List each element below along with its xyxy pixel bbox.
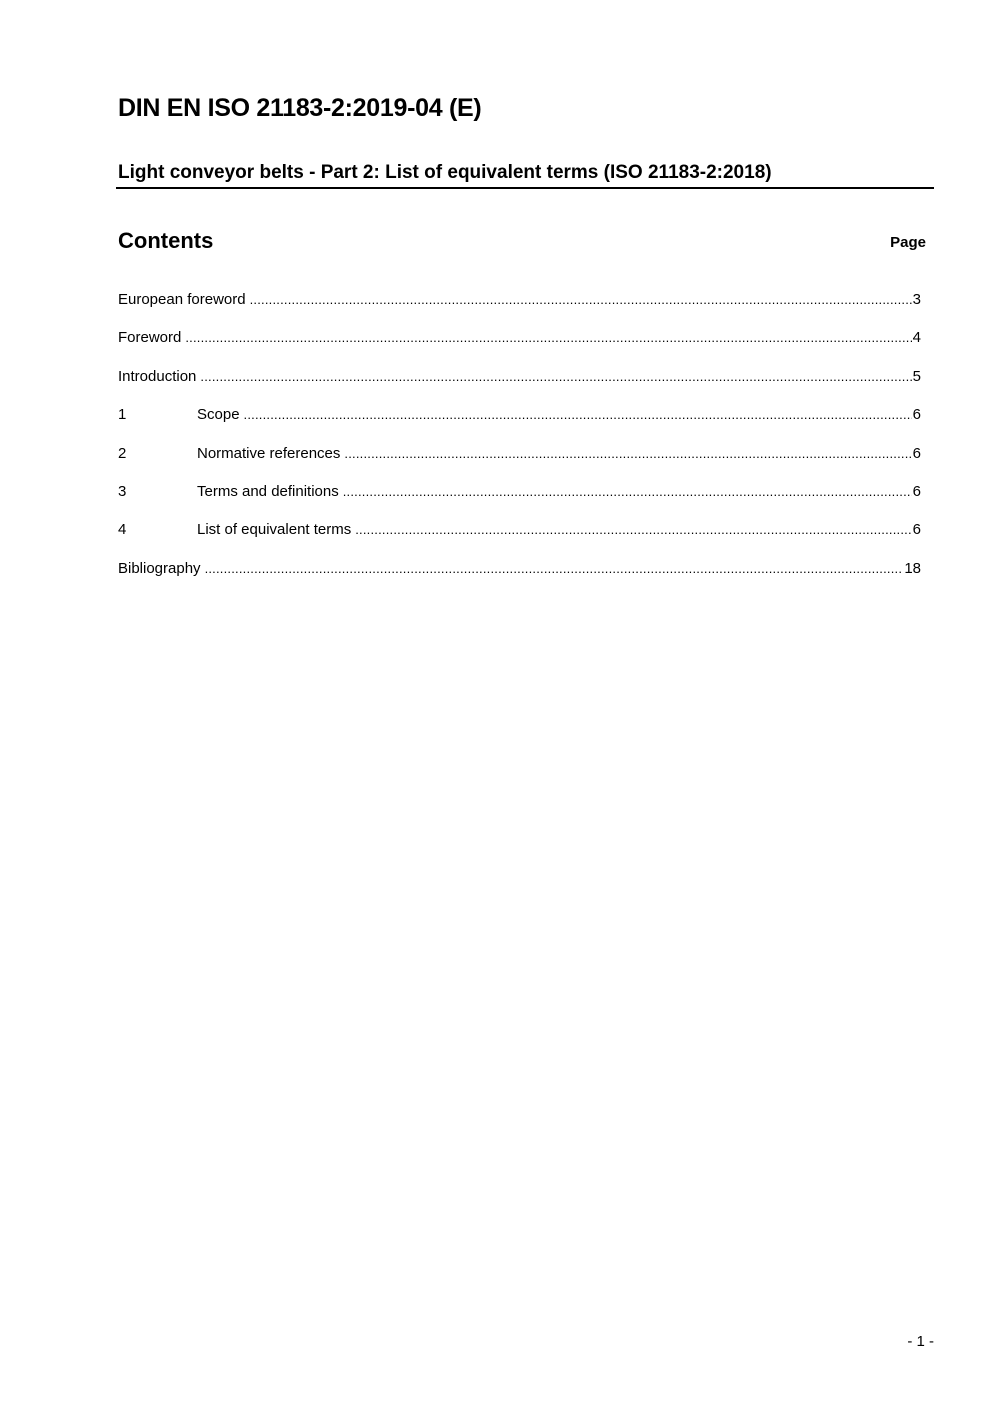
page-column-heading: Page (890, 234, 926, 251)
toc-dot-leader (344, 446, 911, 461)
page-number-footer: - 1 - (907, 1333, 934, 1350)
toc-dot-leader (205, 561, 904, 576)
toc-dot-leader (343, 484, 912, 499)
toc-entry-number: 2 (118, 444, 127, 462)
toc-entry-number: 1 (118, 406, 127, 424)
toc-dot-leader (250, 292, 912, 307)
table-of-contents (118, 291, 921, 598)
toc-entry-normative-references[interactable] (118, 445, 921, 483)
toc-entry-page: 3 (912, 291, 921, 308)
toc-entry-number: 3 (118, 482, 127, 500)
toc-entry-page: 6 (912, 482, 921, 500)
toc-entry-label: European foreword (118, 291, 246, 308)
toc-entry-label: Bibliography (118, 559, 201, 577)
toc-entry-page: 5 (912, 367, 921, 385)
toc-dot-leader (244, 407, 912, 422)
toc-entry-page: 18 (904, 559, 921, 577)
toc-dot-leader (185, 330, 911, 345)
toc-entry-label: Normative references (197, 444, 341, 462)
toc-entry-foreword[interactable] (118, 329, 921, 367)
toc-dot-leader (200, 369, 911, 384)
toc-entry-page: 6 (912, 406, 921, 424)
contents-heading: Contents (118, 228, 214, 253)
toc-entry-introduction[interactable] (118, 368, 921, 406)
toc-entry-european-foreword[interactable] (118, 291, 921, 329)
document-subtitle: Light conveyor belts - Part 2: List of equivalent terms (ISO 21183-2:2018) (118, 162, 772, 183)
document-title: DIN EN ISO 21183-2:2019-04 (E) (118, 94, 482, 122)
toc-entry-list-of-equivalent-terms[interactable] (118, 521, 921, 559)
toc-dot-leader (355, 522, 911, 537)
toc-entry-label: Terms and definitions (197, 482, 339, 500)
toc-entry-label: Foreword (118, 329, 182, 347)
toc-entry-number: 4 (118, 521, 127, 539)
toc-entry-terms-and-definitions[interactable] (118, 483, 921, 521)
toc-entry-page: 6 (912, 444, 921, 462)
toc-entry-label: List of equivalent terms (197, 521, 352, 539)
toc-entry-scope[interactable] (118, 406, 921, 444)
toc-entry-bibliography[interactable] (118, 560, 921, 598)
toc-entry-label: Introduction (118, 367, 197, 385)
toc-entry-page: 6 (912, 521, 921, 539)
subtitle-underline (116, 187, 934, 189)
toc-entry-page: 4 (912, 329, 921, 347)
toc-entry-label: Scope (197, 406, 240, 424)
